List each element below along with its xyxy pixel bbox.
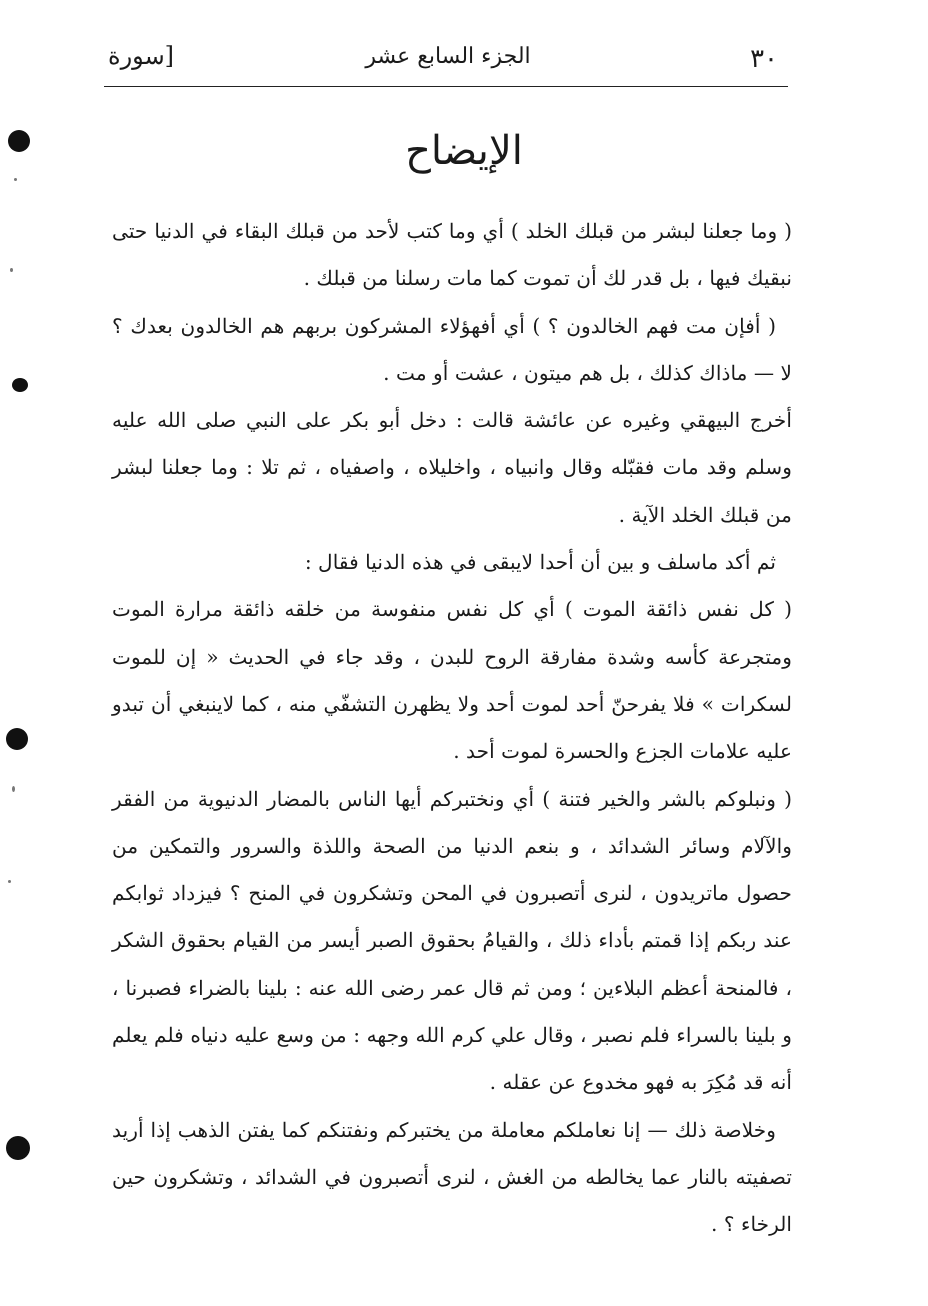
page-number: ٣٠ (750, 44, 778, 74)
paragraph: ( أفإن مت فهم الخالدون ؟ ) أي أفهؤلاء المشركون بربهم هم الخالدون بعدك ؟ لا — ماذاك كذلك ، بل هم ميتون ، عشت أو مت . (112, 313, 792, 385)
surah-label: [سورة (108, 42, 175, 70)
scan-speck (8, 880, 11, 883)
ink-blot (6, 728, 28, 750)
scan-speck (14, 178, 17, 181)
scan-speck (12, 786, 15, 792)
body-text (112, 208, 792, 1249)
paragraph: ( كل نفس ذائقة الموت ) أي كل نفس منفوسة من خلقه ذائقة مرارة الموت ومتجرعة كأسه وشدة مفارقة الروح للبدن ، وقد جاء في الحديث « إن للموت لسكرات » فلا يفرحنّ أحد لموت أحد ولا يظهرن التشفّي منه ، كما لاينبغي أن تبدو عليه علامات الجزع والحسرة لموت أحد . (112, 597, 792, 764)
paragraph: ( وما جعلنا لبشر من قبلك الخلد ) أي وما كتب لأحد من قبلك البقاء في الدنيا حتى نبقيك فيها ، بل قدر لك أن تموت كما مات رسلنا من قبلك . (112, 219, 792, 291)
paragraph: أخرج البيهقي وغيره عن عائشة قالت : دخل أبو بكر على النبي صلى الله عليه وسلم وقد مات فقبّله وقال وانبياه ، واخليلاه ، واصفياه ، ثم تلا : وما جعلنا لبشر من قبلك الخلد الآية . (112, 408, 792, 527)
ink-blot (6, 1136, 30, 1160)
part-title: الجزء السابع عشر (365, 44, 531, 69)
section-title: الإيضاح (405, 128, 523, 174)
paragraph: وخلاصة ذلك — إنا نعاملكم معاملة من يختبركم ونفتنكم كما يفتن الذهب إذا أريد تصفيته بالنار عما يخالطه من الغش ، لنرى أتصبرون في الشدائد ، وتشكرون حين الرخاء ؟ . (112, 1117, 792, 1237)
header-divider (104, 86, 788, 87)
ink-blot (8, 130, 30, 152)
page-header (108, 40, 788, 84)
paragraph: ثم أكد ماسلف و بين أن أحدا لايبقى في هذه الدنيا فقال : (304, 550, 776, 575)
scan-speck (10, 268, 13, 272)
ink-blot (12, 378, 28, 392)
paragraph: ( ونبلوكم بالشر والخير فتنة ) أي ونختبركم أيها الناس بالمضار الدنيوية من الفقر والآلام وسائر الشدائد ، و بنعم الدنيا من الصحة واللذة والسرور والتمكين من حصول ماتريدون ، لنرى أتصبرون في المحن وتشكرون في المنح ؟ فيزداد ثوابكم عند ربكم إذا قمتم بأداء ذلك ، والقيامُ بحقوق الصبر أيسر من القيام بحقوق الشكر ، فالمنحة أعظم البلاءين ؛ ومن ثم قال عمر رضى الله عنه : بلينا بالضراء فصبرنا ، و بلينا بالسراء فلم نصبر ، وقال علي كرم الله وجهه : من وسع عليه دنياه فلم يعلم أنه قد مُكِرَ به فهو مخدوع عن عقله . (112, 786, 792, 1095)
